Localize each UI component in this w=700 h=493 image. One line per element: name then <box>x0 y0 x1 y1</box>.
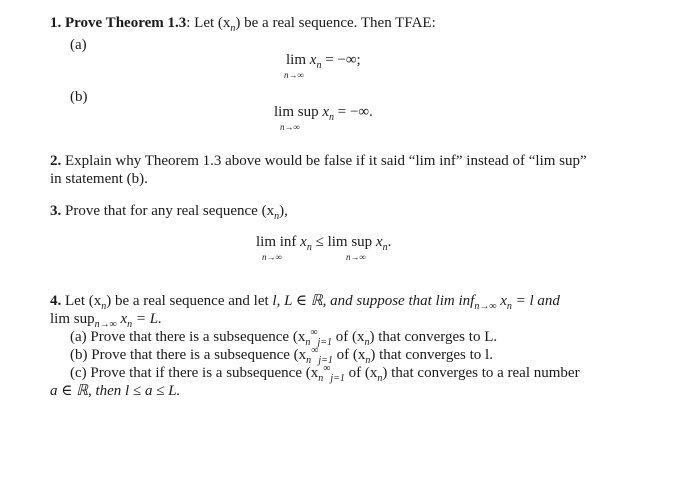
eq-3-liminf: lim inf <box>256 234 297 250</box>
p4-l2-sub: n→∞ <box>94 319 117 330</box>
p4-a-tail-sub: n <box>364 337 370 348</box>
problem-2-number: 2. <box>50 153 62 169</box>
problem-2-line-2: in statement (b). <box>50 171 148 187</box>
problem-3-text: Prove that for any real sequence (x <box>65 203 275 219</box>
problem-1-tail: ) be a real sequence. Then TFAE: <box>235 15 436 31</box>
p4-b-tail-sub: n <box>365 355 371 366</box>
problem-4-part-c-line-2: a ∈ ℝ, then l ≤ a ≤ L. <box>50 383 181 399</box>
p4-c-end: ) that converges to a real number <box>382 365 580 381</box>
problem-4-line-2 <box>50 310 162 330</box>
p4-a-end: ) that converges to L. <box>369 329 498 345</box>
p4-b-sup: ∞ <box>311 345 319 356</box>
p4-c-sup: ∞ <box>323 363 331 374</box>
p4-l1-c: l, L ∈ ℝ, and suppose that lim inf <box>272 293 475 309</box>
eq-3-sub2: n <box>382 242 388 253</box>
eq-3-x: x <box>300 234 307 250</box>
p4-l1-sub3: n <box>506 301 512 312</box>
p4-a-text: (a) Prove that there is a subsequence (x <box>70 329 306 345</box>
problem-3-statement <box>50 202 288 222</box>
p4-a-sub: n <box>305 337 311 348</box>
problem-1-eq-b <box>274 104 373 121</box>
problem-4-part-a <box>70 328 497 348</box>
problem-1-part-b-label: (b) <box>70 89 88 105</box>
p4-a-jsub: j=1 <box>317 337 332 348</box>
eq-a-x: x <box>309 52 317 68</box>
p4-a-sup: ∞ <box>310 327 318 338</box>
eq-3-under-2: n→∞ <box>346 252 366 262</box>
p4-c-tail-sub: n <box>377 373 383 384</box>
p4-b-jsub: j=1 <box>318 355 333 366</box>
eq-3-under-1: n→∞ <box>262 252 282 262</box>
problem-1-statement <box>50 14 436 34</box>
eq-a-rhs: = −∞; <box>325 52 361 68</box>
p4-l1-sub2: n→∞ <box>474 301 497 312</box>
eq-3-limsup: lim sup <box>327 234 373 250</box>
eq-b-sub: n <box>329 112 335 123</box>
problem-1-sub: n <box>230 23 236 34</box>
p4-l1-e: = l and <box>511 293 560 309</box>
problem-3-sub: n <box>274 211 280 222</box>
p4-a-tail: of (x <box>332 329 365 345</box>
p4-l2-c: = L. <box>132 311 162 327</box>
p4-c-sub: n <box>318 373 324 384</box>
eq-a-lim: lim <box>286 52 307 68</box>
problem-4-line-1 <box>50 292 560 312</box>
eq-3-end: . <box>387 234 392 250</box>
eq-a-sub: n <box>316 60 322 71</box>
p4-l1-a: Let (x <box>65 293 102 309</box>
problem-1-text: : Let (x <box>186 15 231 31</box>
problem-1-number: 1. <box>50 15 62 31</box>
problem-1-bold: Prove Theorem 1.3 <box>65 15 187 31</box>
p4-l2-sub2: n <box>127 319 133 330</box>
problem-2-line-1 <box>50 152 587 170</box>
problem-4-number: 4. <box>50 293 62 309</box>
eq-a-under: n→∞ <box>284 70 304 80</box>
eq-3-le: ≤ <box>315 234 324 250</box>
problem-4-part-b <box>70 346 493 366</box>
p4-l2-a: lim sup <box>50 311 95 327</box>
problem-2-text: Explain why Theorem 1.3 above would be false if it said “lim inf” instead of “lim sup” <box>65 153 587 169</box>
p4-b-end: ) that converges to l. <box>370 347 493 363</box>
problem-3-number: 3. <box>50 203 62 219</box>
problem-3-inequality <box>256 234 391 251</box>
p4-l1-d: x <box>496 293 507 309</box>
problem-4-part-c <box>70 364 580 384</box>
p4-b-tail: of (x <box>332 347 366 363</box>
p4-b-text: (b) Prove that there is a subsequence (x <box>70 347 307 363</box>
problem-3-tail: ), <box>279 203 288 219</box>
problem-1-eq-a <box>286 52 361 69</box>
p4-c-tail: of (x <box>344 365 378 381</box>
p4-b-sub: n <box>306 355 312 366</box>
p4-c-jsub: j=1 <box>330 373 345 384</box>
problem-1-part-a-label: (a) <box>70 37 87 53</box>
eq-3-x2: x <box>375 234 383 250</box>
p4-l2-b: x <box>116 311 128 327</box>
eq-3-sub: n <box>306 242 312 253</box>
eq-b-under: n→∞ <box>280 122 300 132</box>
eq-b-limsup: lim sup <box>274 104 319 120</box>
eq-b-x: x <box>322 104 330 120</box>
eq-b-rhs: = −∞. <box>337 104 373 120</box>
p4-c-text: (c) Prove that if there is a subsequence (x <box>70 365 319 381</box>
p4-l1-b: ) be a real sequence and let <box>106 293 273 309</box>
p4-l1-sub: n <box>101 301 107 312</box>
